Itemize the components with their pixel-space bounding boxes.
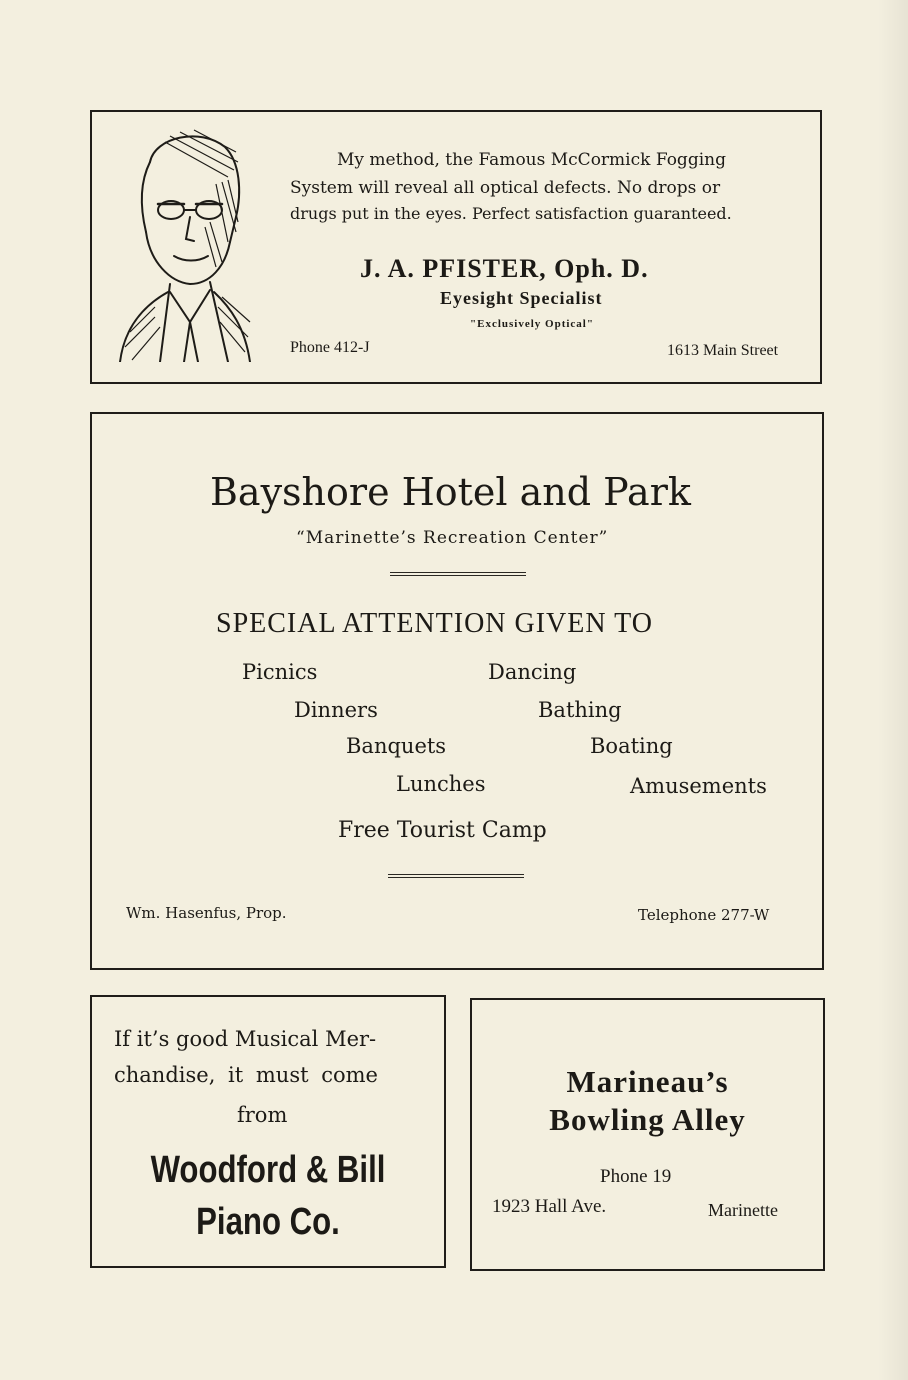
- woodford-line-1: If it’s good Musical Mer-: [114, 1027, 377, 1051]
- bayshore-ad: [90, 412, 824, 970]
- bayshore-item-banquets: Banquets: [346, 734, 447, 758]
- pfister-address: 1613 Main Street: [667, 342, 779, 359]
- bayshore-item-boating: Boating: [590, 734, 673, 758]
- bayshore-subheading: “Marinette’s Recreation Center”: [296, 528, 609, 548]
- marineau-city: Marinette: [708, 1200, 778, 1220]
- pfister-title: Eyesight Specialist: [440, 288, 603, 308]
- pfister-body-line-2: System will reveal all optical defects. No drops or: [290, 178, 721, 198]
- pfister-phone: Phone 412-J: [290, 339, 370, 356]
- bayshore-divider-top: [390, 572, 526, 576]
- bayshore-item-dancing: Dancing: [488, 660, 577, 684]
- bayshore-item-amusements: Amusements: [630, 774, 767, 798]
- bayshore-item-dinners: Dinners: [294, 698, 378, 722]
- woodford-ad: [90, 995, 446, 1268]
- woodford-company-line-2: Piano Co.: [196, 1201, 340, 1243]
- bayshore-camp: Free Tourist Camp: [338, 818, 547, 843]
- marineau-address: 1923 Hall Ave.: [492, 1196, 607, 1217]
- bayshore-telephone: Telephone 277-W: [638, 906, 770, 924]
- marineau-phone: Phone 19: [600, 1166, 672, 1187]
- marineau-ad: [470, 998, 825, 1271]
- marineau-name-line-1: Marineau’s: [566, 1064, 729, 1099]
- bayshore-divider-bottom: [388, 874, 524, 878]
- bayshore-item-lunches: Lunches: [396, 772, 486, 796]
- bayshore-special: SPECIAL ATTENTION GIVEN TO: [216, 608, 653, 639]
- marineau-name-line-2: Bowling Alley: [549, 1102, 746, 1137]
- bayshore-proprietor: Wm. Hasenfus, Prop.: [126, 904, 287, 922]
- woodford-company-line-1: Woodford & Bill: [150, 1149, 386, 1191]
- bayshore-item-picnics: Picnics: [242, 660, 318, 684]
- pfister-tagline: "Exclusively Optical": [470, 318, 594, 330]
- pfister-body-line-1: My method, the Famous McCormick Fogging: [337, 150, 726, 170]
- woodford-line-3: from: [237, 1103, 288, 1127]
- bayshore-heading: Bayshore Hotel and Park: [210, 470, 691, 514]
- pfister-name: J. A. PFISTER, Oph. D.: [360, 254, 649, 283]
- pfister-ad: [90, 110, 822, 384]
- page-edge-shadow: [878, 0, 908, 1380]
- portrait-illustration: [110, 122, 260, 362]
- bayshore-item-bathing: Bathing: [538, 698, 622, 722]
- woodford-line-2: chandise, it must come: [114, 1063, 378, 1087]
- pfister-body-line-3: drugs put in the eyes. Perfect satisfaction guaranteed.: [290, 204, 732, 223]
